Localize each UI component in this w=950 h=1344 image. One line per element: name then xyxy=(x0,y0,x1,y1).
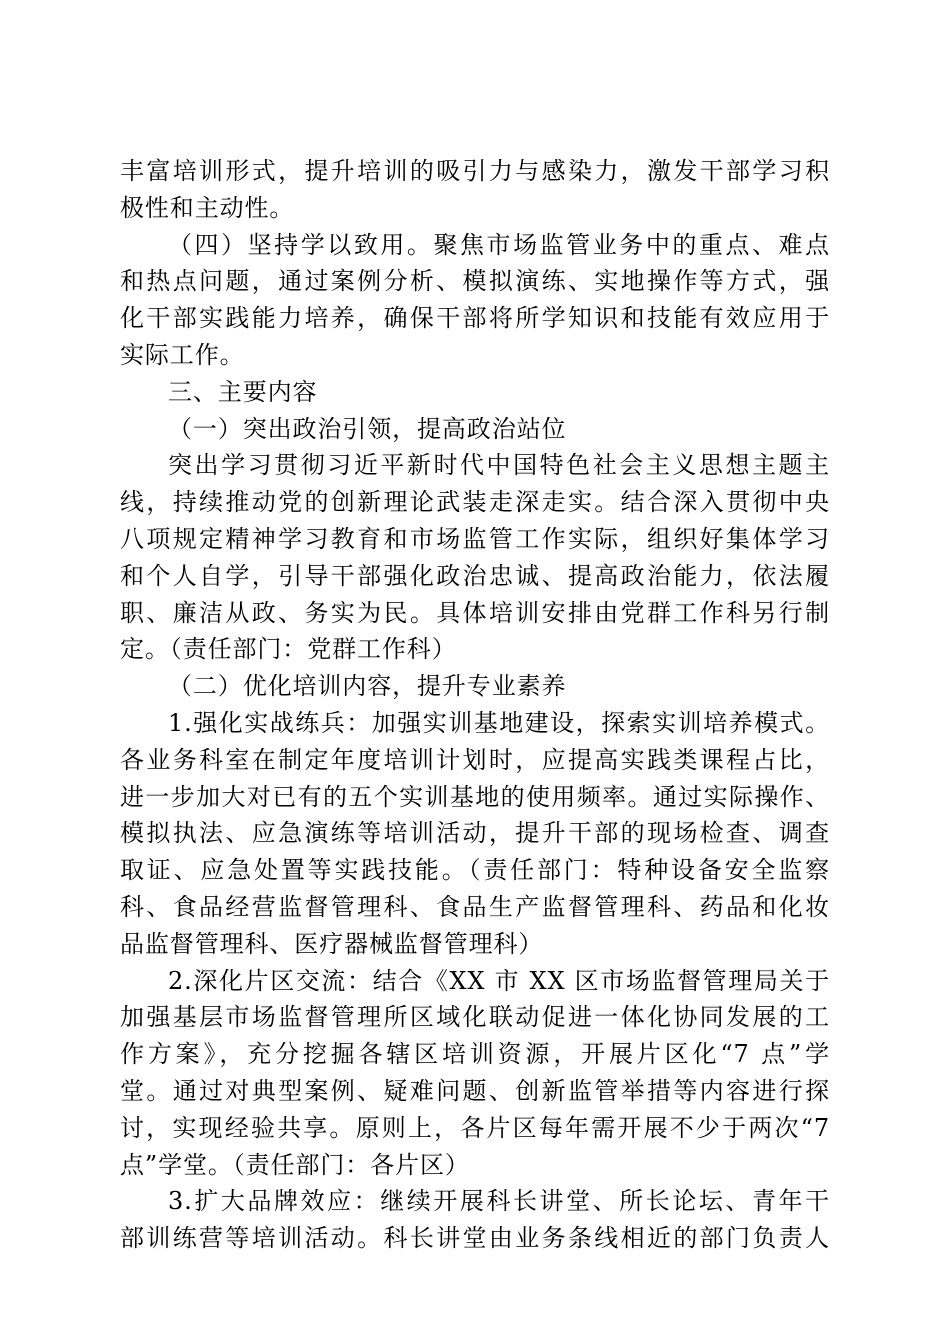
text-line: 部训练营等培训活动。科长讲堂由业务条线相近的部门负责人 xyxy=(120,1224,830,1253)
text-line: 实际工作。 xyxy=(120,340,245,369)
text-line: 1.强化实战练兵：加强实训基地建设，探索实训培养模式。 xyxy=(168,708,830,737)
text-line: 和个人自学，引导干部强化政治忠诚、提高政治能力，依法履 xyxy=(120,561,830,590)
text-line: 三、主要内容 xyxy=(168,377,318,406)
text-line: 化干部实践能力培养，确保干部将所学知识和技能有效应用于 xyxy=(120,304,830,333)
text-line: 和热点问题，通过案例分析、模拟演练、实地操作等方式，强 xyxy=(120,267,830,296)
text-line: 极性和主动性。 xyxy=(120,193,295,222)
text-line: 3.扩大品牌效应：继续开展科长讲堂、所长论坛、青年干 xyxy=(168,1187,830,1216)
text-line: （一）突出政治引领，提高政治站位 xyxy=(168,414,567,443)
text-line: 点”学堂。（责任部门：各片区） xyxy=(120,1150,470,1179)
text-line: 加强基层市场监督管理所区域化联动促进一体化协同发展的工 xyxy=(120,1003,830,1032)
text-line: 突出学习贯彻习近平新时代中国特色社会主义思想主题主 xyxy=(168,451,830,480)
text-line: 取证、应急处置等实践技能。（责任部门：特种设备安全监察 xyxy=(120,856,830,885)
text-line: 丰富培训形式，提升培训的吸引力与感染力，激发干部学习积 xyxy=(120,157,830,185)
text-line: 职、廉洁从政、务实为民。具体培训安排由党群工作科另行制 xyxy=(120,598,830,627)
text-line: 讨，实现经验共享。原则上，各片区每年需开展不少于两次“7 xyxy=(120,1113,830,1142)
text-line: 线，持续推动党的创新理论武装走深走实。结合深入贯彻中央 xyxy=(120,488,830,517)
text-line: 2.深化片区交流：结合《XX 市 XX 区市场监督管理局关于 xyxy=(168,966,830,995)
text-line: 作方案》，充分挖掘各辖区培训资源，开展片区化“7 点”学 xyxy=(120,1040,830,1069)
text-line: 定。（责任部门：党群工作科） xyxy=(120,635,457,664)
text-line: 进一步加大对已有的五个实训基地的使用频率。通过实际操作、 xyxy=(120,782,830,811)
text-line: （四）坚持学以致用。聚焦市场监管业务中的重点、难点 xyxy=(168,230,830,259)
text-line: 品监督管理科、医疗器械监督管理科） xyxy=(120,929,544,958)
text-line: （二）优化培训内容，提升专业素养 xyxy=(168,672,567,701)
text-line: 堂。通过对典型案例、疑难问题、创新监管举措等内容进行探 xyxy=(120,1076,830,1105)
text-line: 八项规定精神学习教育和市场监管工作实际，组织好集体学习 xyxy=(120,524,830,553)
text-line: 模拟执法、应急演练等培训活动，提升干部的现场检查、调查 xyxy=(120,819,830,848)
text-line: 各业务科室在制定年度培训计划时，应提高实践类课程占比， xyxy=(120,745,830,774)
document-body xyxy=(120,153,830,1257)
text-line: 科、食品经营监督管理科、食品生产监督管理科、药品和化妆 xyxy=(120,892,830,921)
